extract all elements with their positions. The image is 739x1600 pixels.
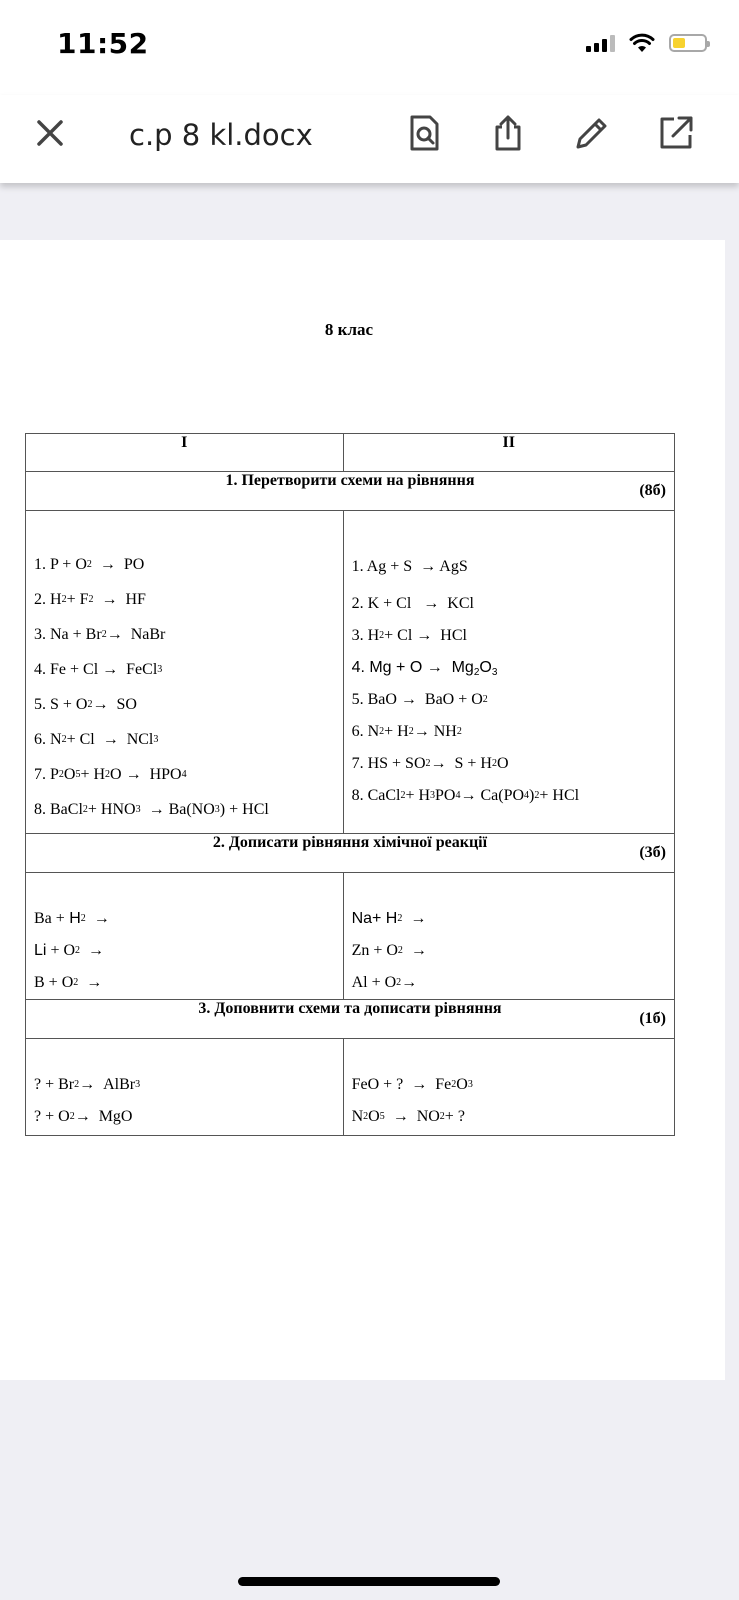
equation-line: Al + O 2 → <box>351 974 418 991</box>
equation-line: 6. N 2 + Cl → NCl 3 <box>34 730 159 748</box>
equation-line: 4. Fe + Cl → FeCl 3 <box>34 660 163 678</box>
equation-line: 5. S + O 2 → SO <box>34 695 137 713</box>
section-1-points: (8б) <box>639 482 666 499</box>
section-1-body <box>26 511 675 834</box>
wifi-icon <box>629 33 655 53</box>
share-icon[interactable] <box>488 113 528 153</box>
equation-line: 7. HS + SO 2 → S + H 2 O <box>351 755 509 772</box>
section-3-body <box>26 1039 675 1136</box>
document-search-icon[interactable] <box>404 113 444 153</box>
equation-line: 8. CaCl 2 + H 3 PO 4 → Ca(PO 4 ) 2 + HCl <box>351 787 580 804</box>
section-2-variant-1 <box>26 873 344 1000</box>
column-header-2: II <box>343 434 674 472</box>
section-1-variant-1 <box>26 511 344 834</box>
section-1-variant-2 <box>343 511 674 834</box>
equation-line: ? + Br 2 → AlBr 3 <box>34 1076 141 1093</box>
status-icons <box>586 33 707 53</box>
home-indicator[interactable] <box>238 1577 500 1586</box>
edit-pencil-icon[interactable] <box>572 113 612 153</box>
equation-line: Li + O 2 → <box>34 942 105 959</box>
section-3-title: 3. Доповнити схеми та дописати рівняння <box>198 1000 502 1017</box>
section-1-title: 1. Перетворити схеми на рівняння <box>225 472 475 489</box>
section-3-points: (1б) <box>639 1010 666 1027</box>
equation-line: N 2 O 5 → NO 2 + ? <box>351 1108 465 1125</box>
column-header-row <box>26 434 675 472</box>
battery-icon <box>669 34 707 52</box>
equation-line: B + O 2 → <box>34 974 103 991</box>
status-time: 11:52 <box>57 27 149 60</box>
open-external-icon[interactable] <box>656 113 696 153</box>
equation-line: 2. H 2 + F 2 → HF <box>34 590 146 608</box>
worksheet-table <box>25 433 675 1136</box>
section-2-title: 2. Дописати рівняння хімічної реакції <box>212 834 488 851</box>
equation-line: FeO + ? → Fe 2 O 3 <box>351 1076 473 1093</box>
status-bar <box>0 0 739 95</box>
equation-line: 3. Na + Br 2 → NaBr <box>34 625 166 643</box>
equation-line: 6. N 2 + H 2 → NH 2 <box>351 723 462 740</box>
equation-line: 8. BaCl 2 + HNO 3 → Ba(NO 3 ) + HCl <box>34 800 269 818</box>
equation-line: 7. P 2 O 5 + H 2 O → HPO 4 <box>34 765 187 783</box>
equation-line: ? + O 2 → MgO <box>34 1108 133 1125</box>
column-header-1: I <box>26 434 344 472</box>
close-icon[interactable] <box>34 117 66 149</box>
section-2-header <box>26 834 675 873</box>
equation-line: 1. P + O 2 → PO <box>34 555 145 573</box>
section-2-body <box>26 873 675 1000</box>
equation-line: Zn + O 2 → <box>351 942 427 959</box>
equation-line: 1. Ag + S → AgS <box>351 558 468 575</box>
equation-line: 2. K + Cl → KCl <box>351 594 474 612</box>
equation-line: Na+ H 2 → <box>351 910 427 927</box>
section-3-variant-1 <box>26 1039 344 1136</box>
equation-line: 4. $Mg + O \to Mg_2O_3$ <box>351 659 498 678</box>
viewer-toolbar <box>0 95 739 183</box>
section-2-points: (3б) <box>639 844 666 861</box>
equation-line: Ba + H 2 → <box>34 910 110 927</box>
page-heading: 8 клас <box>324 320 374 339</box>
section-3-variant-2 <box>343 1039 674 1136</box>
equation-line: 5. BaO → BaO + O 2 <box>351 691 488 708</box>
section-2-variant-2 <box>343 873 674 1000</box>
equation-line: 3. H 2 + Cl → HCl <box>351 627 467 644</box>
cellular-signal-icon <box>586 34 615 52</box>
section-1-header <box>26 472 675 511</box>
document-title: c.p 8 kl.docx <box>129 118 313 152</box>
section-3-header <box>26 1000 675 1039</box>
document-page <box>0 240 725 1380</box>
